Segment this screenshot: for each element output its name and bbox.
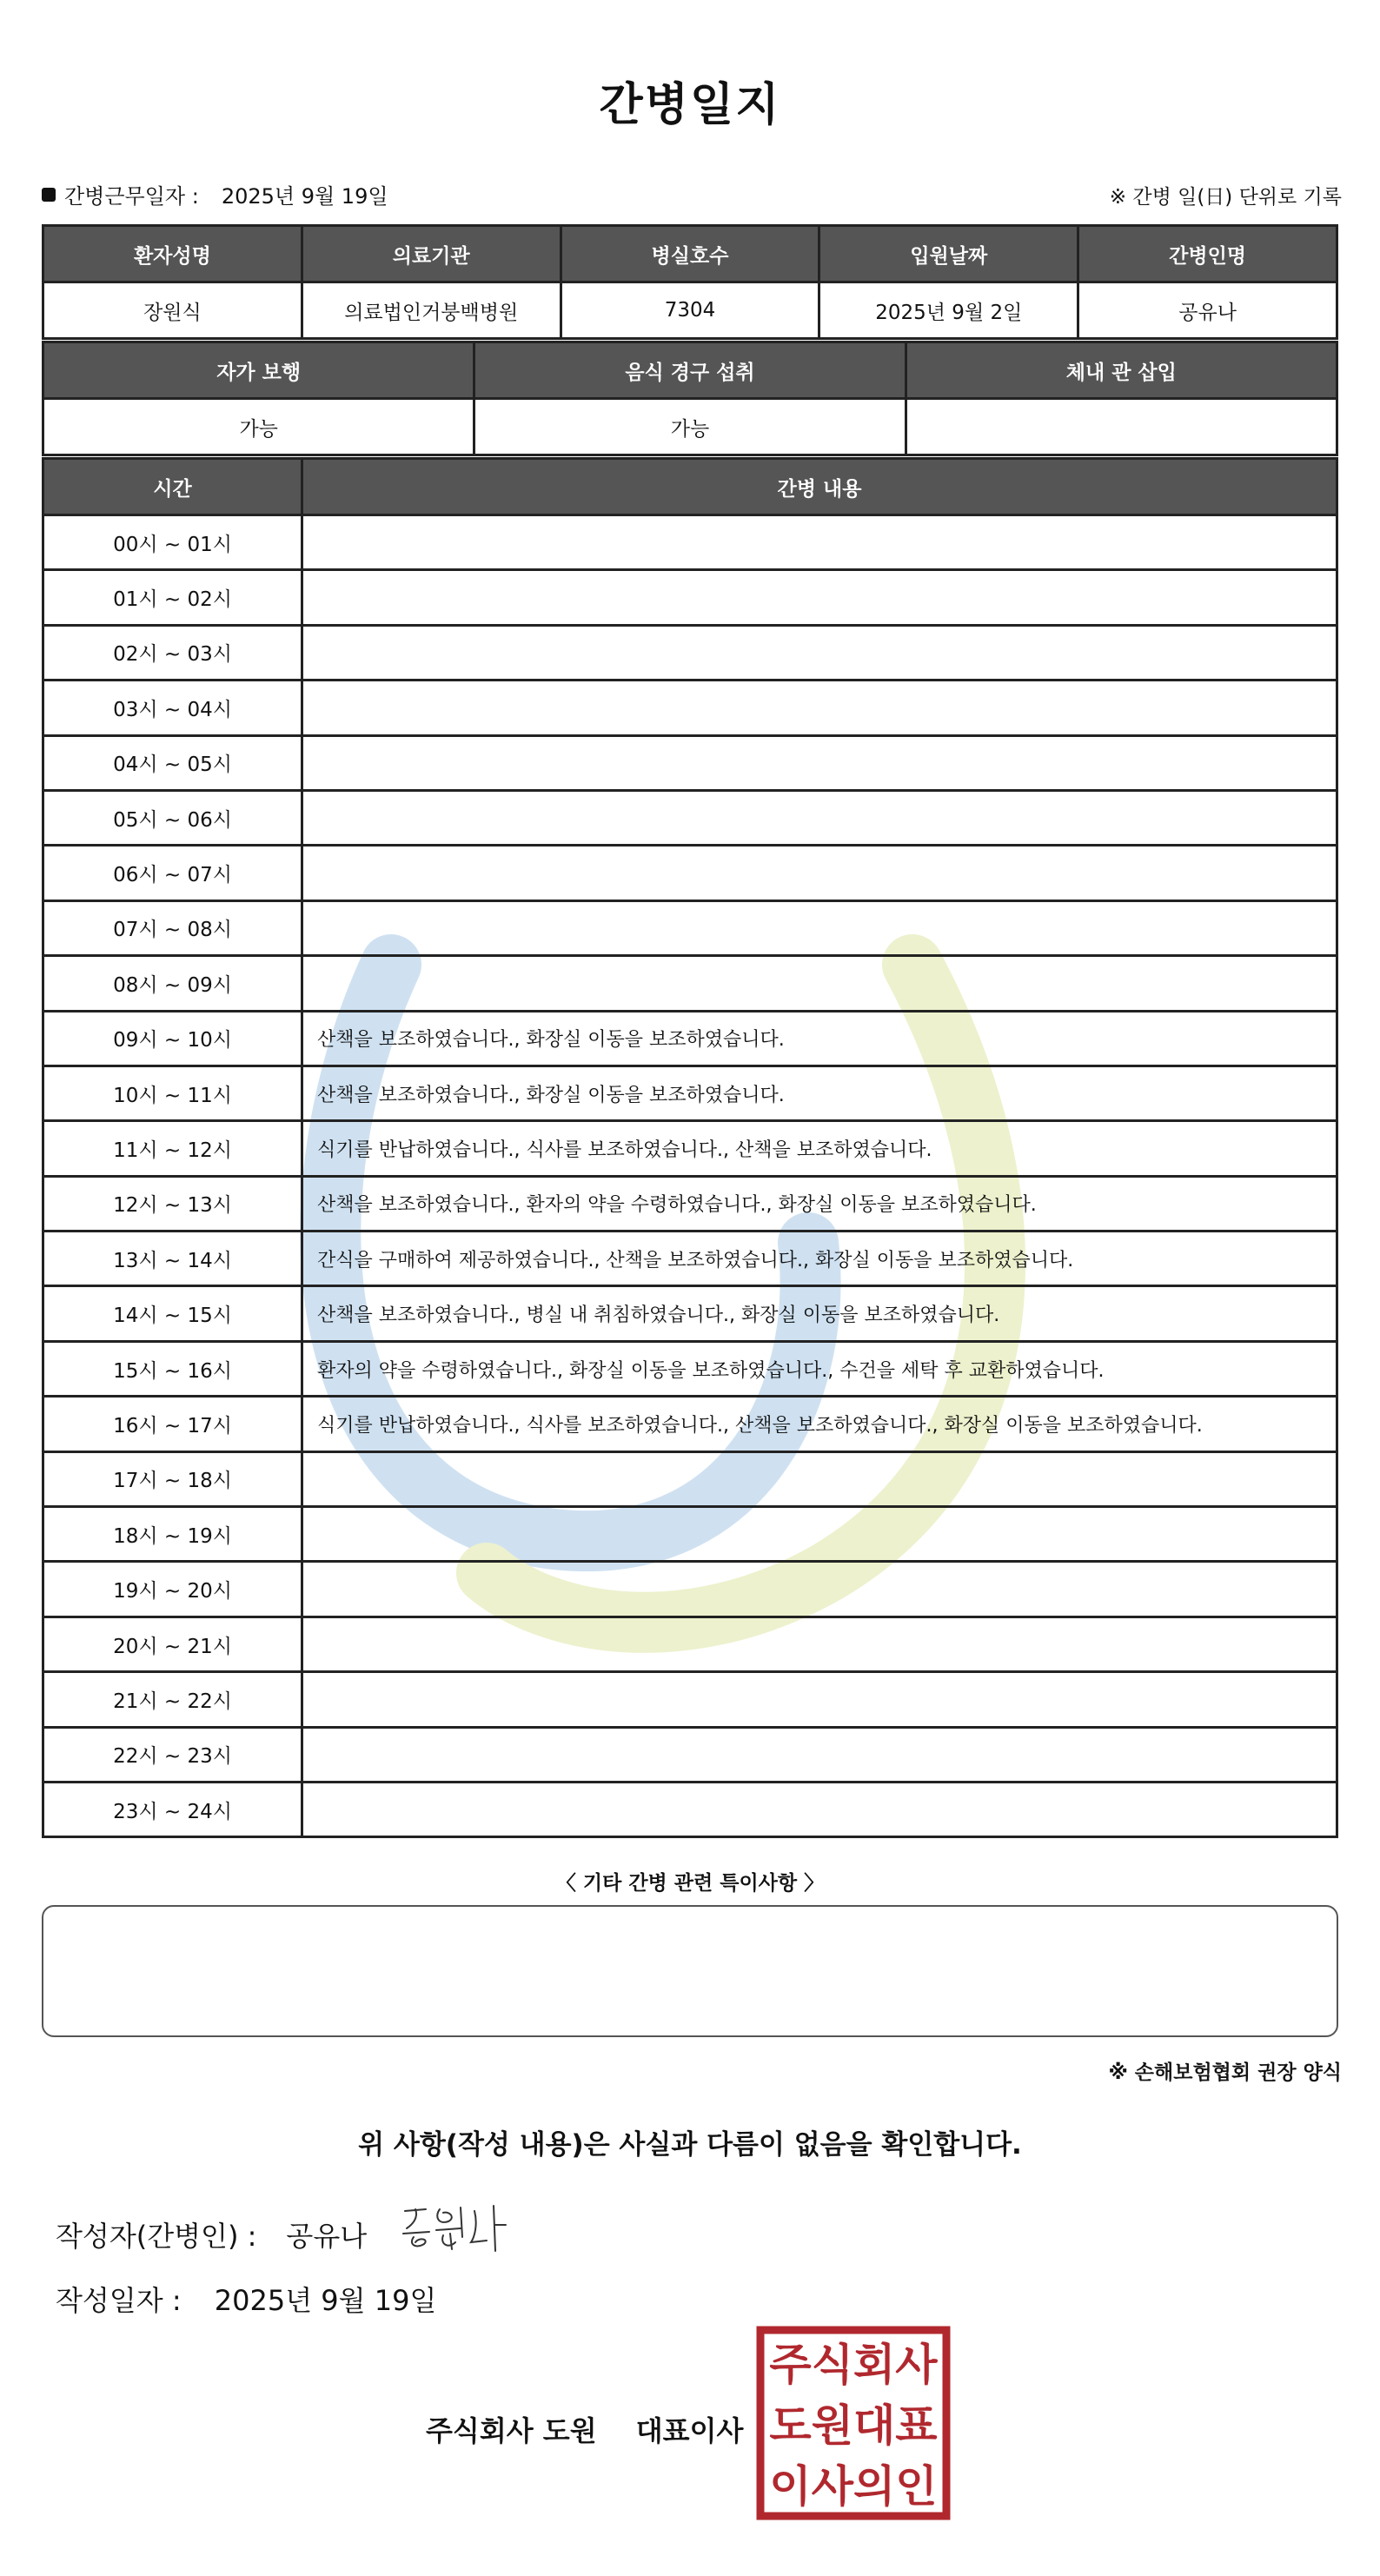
table-row	[43, 1232, 1337, 1286]
page-title: 간병일지	[599, 79, 781, 131]
time-cell: 14시 ~ 15시	[43, 1286, 302, 1341]
table-row	[43, 1121, 1337, 1176]
record-note: ※ 간병 일(日) 단위로 기록	[1109, 186, 1342, 209]
table-row	[43, 735, 1337, 790]
company-line	[426, 2409, 743, 2449]
special-notes-title: 〈 기타 간병 관련 특이사항 〉	[555, 1872, 825, 1895]
content-cell	[302, 1672, 1337, 1727]
content-cell: 식기를 반납하였습니다., 식사를 보조하였습니다., 산책을 보조하였습니다.	[302, 1121, 1337, 1176]
content-cell: 간식을 구매하여 제공하였습니다., 산책을 보조하였습니다., 화장실 이동을 보조하였습니다.	[302, 1232, 1337, 1286]
table-row	[43, 681, 1337, 735]
content-cell	[302, 570, 1337, 625]
room-number-cell: 7304	[561, 282, 819, 339]
content-cell	[302, 846, 1337, 900]
time-cell: 18시 ~ 19시	[43, 1507, 302, 1562]
time-cell: 01시 ~ 02시	[43, 570, 302, 625]
table-row	[43, 515, 1337, 570]
content-cell: 산책을 보조하였습니다., 병실 내 취침하였습니다., 화장실 이동을 보조하였습니다.	[302, 1286, 1337, 1341]
company-title: 대표이사	[635, 2414, 744, 2447]
content-header: 간병 내용	[302, 459, 1337, 515]
admission-date-cell: 2025년 9월 2일	[819, 282, 1078, 339]
table-row	[43, 570, 1337, 625]
time-cell: 11시 ~ 12시	[43, 1121, 302, 1176]
status-header: 음식 경구 섭취	[474, 342, 906, 399]
content-cell	[302, 515, 1337, 570]
work-date-value: 2025년 9월 19일	[221, 184, 388, 209]
written-date-label: 작성일자 :	[56, 2284, 182, 2317]
seal-line: 주식회사	[769, 2340, 938, 2390]
oral-intake-cell: 가능	[474, 399, 906, 455]
time-cell: 15시 ~ 16시	[43, 1341, 302, 1396]
info-header: 의료기관	[302, 226, 561, 282]
writer-line	[56, 2214, 367, 2254]
time-cell: 09시 ~ 10시	[43, 1011, 302, 1066]
content-cell	[302, 1507, 1337, 1562]
table-row	[43, 956, 1337, 1011]
table-row	[43, 900, 1337, 955]
content-cell: 산책을 보조하였습니다., 환자의 약을 수령하였습니다., 화장실 이동을 보조하였습니다.	[302, 1176, 1337, 1231]
time-cell: 17시 ~ 18시	[43, 1451, 302, 1506]
content-cell	[302, 681, 1337, 735]
table-row	[43, 1286, 1337, 1341]
table-row	[43, 1782, 1337, 1836]
writer-name: 공유나	[286, 2220, 368, 2253]
time-cell: 21시 ~ 22시	[43, 1672, 302, 1727]
table-row	[43, 1011, 1337, 1066]
content-cell: 식기를 반납하였습니다., 식사를 보조하였습니다., 산책을 보조하였습니다., 화장실 이동을 보조하였습니다.	[302, 1397, 1337, 1451]
seal-line: 이사의인	[769, 2461, 938, 2512]
table-row	[43, 846, 1337, 900]
content-cell: 환자의 약을 수령하였습니다., 화장실 이동을 보조하였습니다., 수건을 세탁 후 교환하였습니다.	[302, 1341, 1337, 1396]
patient-name-cell: 장원식	[43, 282, 302, 339]
time-cell: 08시 ~ 09시	[43, 956, 302, 1011]
written-date-value: 2025년 9월 19일	[214, 2284, 437, 2317]
info-header: 간병인명	[1078, 226, 1337, 282]
tube-insertion-cell	[906, 399, 1337, 455]
written-date-line	[56, 2279, 436, 2319]
time-cell: 20시 ~ 21시	[43, 1617, 302, 1671]
table-row	[43, 1451, 1337, 1506]
time-cell: 06시 ~ 07시	[43, 846, 302, 900]
table-row	[43, 1341, 1337, 1396]
table-row	[43, 1562, 1337, 1617]
table-row	[43, 790, 1337, 845]
time-cell: 12시 ~ 13시	[43, 1176, 302, 1231]
company-seal-stamp	[756, 2326, 951, 2520]
time-header: 시간	[43, 459, 302, 515]
time-cell: 03시 ~ 04시	[43, 681, 302, 735]
time-cell: 05시 ~ 06시	[43, 790, 302, 845]
caregiver-name-cell: 공유나	[1078, 282, 1337, 339]
content-cell	[302, 1617, 1337, 1671]
info-header: 환자성명	[43, 226, 302, 282]
special-notes-box	[42, 1905, 1338, 2037]
status-header: 자가 보행	[43, 342, 474, 399]
status-header: 체내 관 삽입	[906, 342, 1337, 399]
table-row	[43, 1727, 1337, 1782]
content-cell: 산책을 보조하였습니다., 화장실 이동을 보조하였습니다.	[302, 1011, 1337, 1066]
table-row	[43, 1066, 1337, 1120]
time-cell: 22시 ~ 23시	[43, 1727, 302, 1782]
content-cell: 산책을 보조하였습니다., 화장실 이동을 보조하였습니다.	[302, 1066, 1337, 1120]
table-row	[43, 1672, 1337, 1727]
time-cell: 19시 ~ 20시	[43, 1562, 302, 1617]
walking-cell: 가능	[43, 399, 474, 455]
seal-line: 도원대표	[769, 2400, 938, 2451]
work-date	[42, 179, 388, 209]
bullet-square-icon	[42, 188, 56, 202]
table-row	[43, 1176, 1337, 1231]
handwritten-signature	[400, 2199, 539, 2260]
company-name: 주식회사 도원	[426, 2414, 597, 2447]
content-cell	[302, 1451, 1337, 1506]
time-cell: 13시 ~ 14시	[43, 1232, 302, 1286]
time-cell: 04시 ~ 05시	[43, 735, 302, 790]
patient-status-table	[42, 341, 1338, 456]
content-cell	[302, 900, 1337, 955]
work-date-label: 간병근무일자 :	[64, 184, 199, 209]
recommend-note: ※ 손해보험협회 권장 양식	[1108, 2061, 1342, 2084]
table-row	[43, 1507, 1337, 1562]
confirm-statement: 위 사항(작성 내용)은 사실과 다름이 없음을 확인합니다.	[358, 2129, 1022, 2161]
info-header: 입원날짜	[819, 226, 1078, 282]
content-cell	[302, 1562, 1337, 1617]
table-row	[43, 1617, 1337, 1671]
info-header: 병실호수	[561, 226, 819, 282]
hospital-cell: 의료법인거붕백병원	[302, 282, 561, 339]
writer-label: 작성자(간병인) :	[56, 2220, 257, 2253]
time-cell: 02시 ~ 03시	[43, 625, 302, 680]
care-log-table	[42, 457, 1338, 1838]
content-cell	[302, 790, 1337, 845]
table-row	[43, 625, 1337, 680]
content-cell	[302, 625, 1337, 680]
content-cell	[302, 956, 1337, 1011]
time-cell: 16시 ~ 17시	[43, 1397, 302, 1451]
content-cell	[302, 735, 1337, 790]
time-cell: 23시 ~ 24시	[43, 1782, 302, 1836]
time-cell: 10시 ~ 11시	[43, 1066, 302, 1120]
patient-info-table	[42, 224, 1338, 340]
content-cell	[302, 1727, 1337, 1782]
time-cell: 07시 ~ 08시	[43, 900, 302, 955]
content-cell	[302, 1782, 1337, 1836]
time-cell: 00시 ~ 01시	[43, 515, 302, 570]
table-row	[43, 1397, 1337, 1451]
